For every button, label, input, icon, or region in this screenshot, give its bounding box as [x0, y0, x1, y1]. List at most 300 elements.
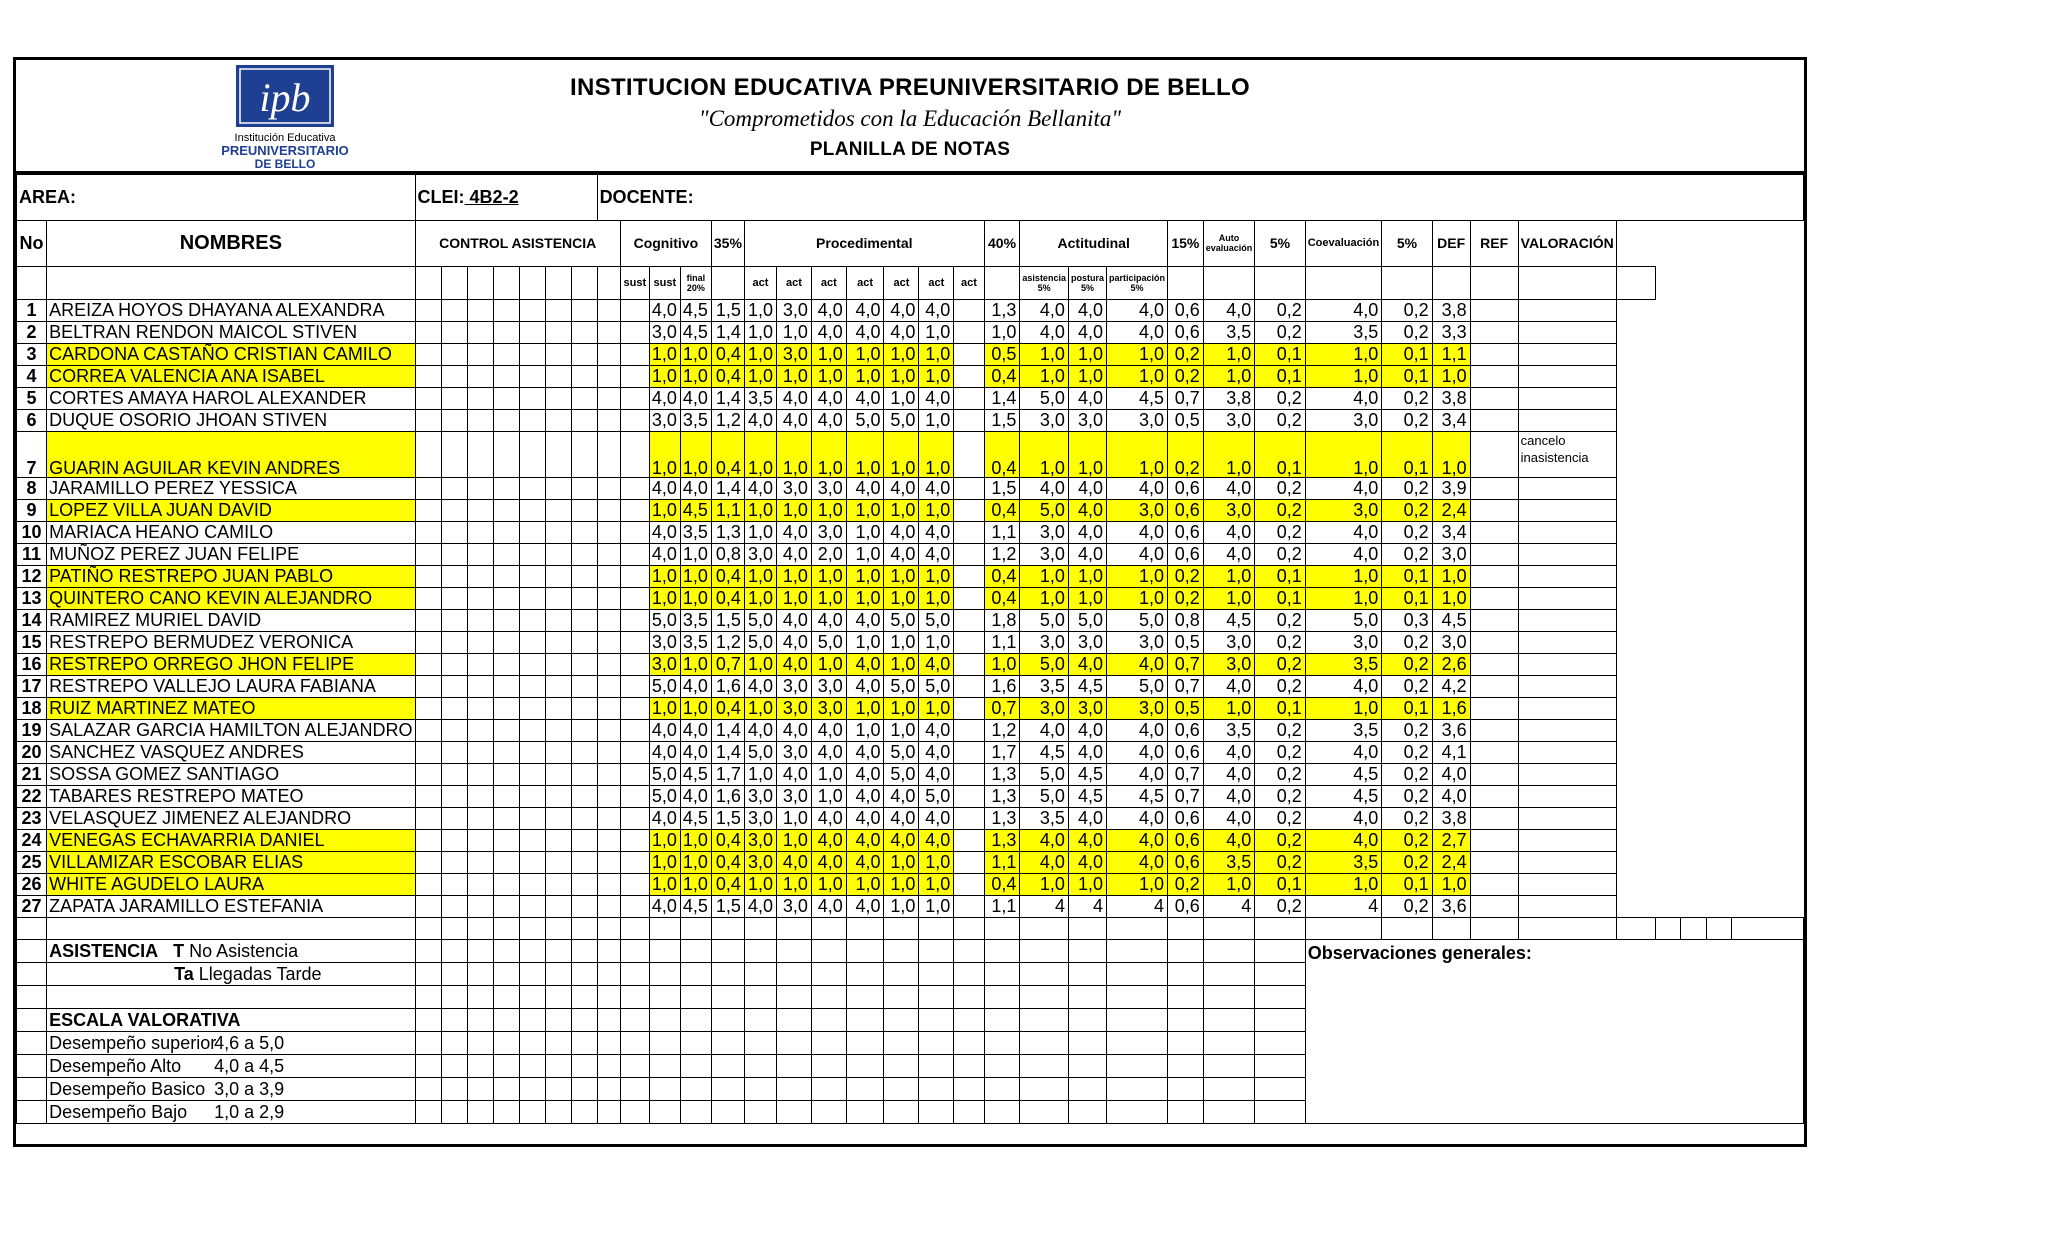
attendance-cell	[597, 763, 620, 785]
attendance-cell	[571, 719, 597, 741]
proc-act: 1,0	[811, 365, 846, 387]
student-no: 21	[17, 763, 47, 785]
footer-grid-cell	[744, 985, 776, 1008]
cog-35: 0,4	[711, 851, 744, 873]
attendance-cell	[467, 477, 493, 499]
footer-grid-cell	[415, 1077, 441, 1100]
valoracion-cell	[1518, 409, 1616, 431]
footer-grid-cell	[1068, 1008, 1106, 1031]
student-name: RUIZ MARTINEZ MATEO	[47, 697, 415, 719]
attendance-cell	[493, 807, 519, 829]
act-postura: 5,0	[1068, 609, 1106, 631]
proc-act: 1,0	[919, 851, 954, 873]
student-no: 13	[17, 587, 47, 609]
sheet-title: PLANILLA DE NOTAS	[809, 139, 1011, 160]
proc-act: 4,0	[744, 719, 776, 741]
blank	[649, 917, 680, 939]
proc-40: 1,3	[984, 299, 1020, 321]
proc-40: 1,5	[984, 409, 1020, 431]
proc-act: 4,0	[811, 609, 846, 631]
proc-act-blank	[954, 565, 984, 587]
attendance-cell	[545, 851, 571, 873]
autoevaluacion: 4,0	[1203, 543, 1255, 565]
footer-grid-cell	[493, 1054, 519, 1077]
proc-act: 4,0	[884, 807, 919, 829]
attendance-cell	[571, 763, 597, 785]
attendance-cell	[571, 895, 597, 917]
cog-35: 1,5	[711, 299, 744, 321]
attendance-cell	[467, 873, 493, 895]
def-grade: 4,0	[1432, 785, 1470, 807]
blank	[744, 917, 776, 939]
coevaluacion: 4	[1305, 895, 1382, 917]
ref-cell	[1470, 653, 1518, 675]
footer-grid-cell	[954, 1100, 984, 1123]
proc-act: 1,0	[884, 587, 919, 609]
act-asistencia: 3,0	[1020, 521, 1069, 543]
footer-grid-cell	[649, 962, 680, 985]
proc-act: 3,0	[777, 477, 812, 499]
cog-35: 1,1	[711, 499, 744, 521]
footer-grid-cell	[467, 962, 493, 985]
attendance-cell	[441, 543, 467, 565]
ref-cell	[1470, 697, 1518, 719]
sust-cell	[620, 321, 649, 343]
proc-act: 1,0	[884, 873, 919, 895]
proc-act: 4,0	[811, 829, 846, 851]
cog-sust: 5,0	[649, 763, 680, 785]
valoracion-cell	[1518, 477, 1616, 499]
cog-sust: 4,0	[649, 521, 680, 543]
act-postura: 4,0	[1068, 321, 1106, 343]
student-row	[17, 499, 1804, 521]
cog-35: 0,4	[711, 829, 744, 851]
clei-label: CLEI:	[417, 187, 465, 208]
coev-5: 0,1	[1382, 343, 1432, 365]
act-asistencia: 4,0	[1020, 299, 1069, 321]
blank	[884, 917, 919, 939]
attendance-cell	[415, 873, 441, 895]
blank	[571, 917, 597, 939]
proc-act: 4,0	[919, 543, 954, 565]
coev-5: 0,2	[1382, 675, 1432, 697]
attendance-cell	[519, 785, 545, 807]
coevaluacion: 3,5	[1305, 719, 1382, 741]
student-row	[17, 697, 1804, 719]
attendance-cell	[571, 431, 597, 477]
cog-sust: 1,0	[649, 587, 680, 609]
blank	[1255, 917, 1305, 939]
attendance-blank	[467, 266, 493, 299]
cog-sust: 5,0	[649, 785, 680, 807]
act-postura: 4,5	[1068, 785, 1106, 807]
proc-40: 1,3	[984, 785, 1020, 807]
student-no: 16	[17, 653, 47, 675]
act-participacion: 5,0	[1106, 609, 1167, 631]
student-row	[17, 565, 1804, 587]
footer-grid-cell	[811, 939, 846, 962]
act-participacion: 1,0	[1106, 565, 1167, 587]
act-asistencia: 3,5	[1020, 675, 1069, 697]
sust-cell	[620, 299, 649, 321]
student-name: CORREA VALENCIA ANA ISABEL	[47, 365, 415, 387]
cog-35: 1,6	[711, 785, 744, 807]
cog-35: 0,4	[711, 565, 744, 587]
proc-act: 4,0	[846, 675, 884, 697]
footer-grid-cell	[680, 962, 711, 985]
blank	[493, 917, 519, 939]
attendance-cell	[519, 431, 545, 477]
proc-act: 5,0	[884, 675, 919, 697]
cog-35: 0,4	[711, 343, 744, 365]
attendance-cell	[493, 499, 519, 521]
footer-grid-cell	[1068, 1100, 1106, 1123]
act-postura: 1,0	[1068, 565, 1106, 587]
footer-grid-cell	[846, 985, 884, 1008]
attendance-cell	[597, 675, 620, 697]
attendance-cell	[467, 631, 493, 653]
sust-cell	[620, 873, 649, 895]
autoevaluacion: 1,0	[1203, 873, 1255, 895]
attendance-cell	[597, 653, 620, 675]
ref-cell	[1470, 409, 1518, 431]
act-postura: 1,0	[1068, 431, 1106, 477]
proc-act: 4,0	[884, 477, 919, 499]
attendance-cell	[441, 895, 467, 917]
footer-grid-cell	[711, 1077, 744, 1100]
attendance-cell	[545, 343, 571, 365]
escala-level: Desempeño Alto	[49, 1055, 182, 1076]
sub-participacion: participación 5%	[1106, 266, 1167, 299]
attendance-cell	[571, 807, 597, 829]
footer-grid-cell	[954, 1031, 984, 1054]
proc-act: 4,0	[919, 807, 954, 829]
valoracion-cell: cancelo inasistencia	[1518, 431, 1616, 477]
footer-grid-cell	[545, 1100, 571, 1123]
autoevaluacion: 1,0	[1203, 431, 1255, 477]
footer-grid-cell	[680, 985, 711, 1008]
attendance-cell	[597, 521, 620, 543]
footer-grid-cell	[846, 1077, 884, 1100]
footer-grid-cell	[519, 1054, 545, 1077]
cog-35: 1,5	[711, 807, 744, 829]
proc-40: 0,7	[984, 697, 1020, 719]
escala-range: 3,0 a 3,9	[214, 1078, 285, 1099]
footer-grid-cell	[571, 1077, 597, 1100]
coevaluacion: 1,0	[1305, 697, 1382, 719]
proc-40: 0,4	[984, 565, 1020, 587]
escala-range: 4,0 a 4,5	[214, 1055, 285, 1076]
proc-act: 1,0	[919, 365, 954, 387]
proc-act: 4,0	[919, 477, 954, 499]
footer-grid-cell	[620, 1077, 649, 1100]
sust-cell	[620, 565, 649, 587]
student-no: 15	[17, 631, 47, 653]
footer-grid-cell	[1203, 1054, 1255, 1077]
auto-5: 0,1	[1255, 343, 1305, 365]
coevaluacion: 4,5	[1305, 763, 1382, 785]
proc-act: 4,0	[884, 543, 919, 565]
coev-5: 0,2	[1382, 521, 1432, 543]
cog-35: 1,5	[711, 609, 744, 631]
escala-level: Desempeño Bajo	[49, 1101, 188, 1122]
footer-grid-cell	[1020, 1077, 1069, 1100]
sust-cell	[620, 499, 649, 521]
proc-act: 1,0	[744, 431, 776, 477]
cog-final: 4,5	[680, 499, 711, 521]
attendance-cell	[571, 365, 597, 387]
proc-act: 1,0	[744, 873, 776, 895]
sust-cell	[620, 477, 649, 499]
student-no: 10	[17, 521, 47, 543]
attendance-cell	[545, 387, 571, 409]
act-participacion: 5,0	[1106, 675, 1167, 697]
act-postura: 4,0	[1068, 521, 1106, 543]
attendance-cell	[441, 697, 467, 719]
auto-5: 0,2	[1255, 631, 1305, 653]
sub-sust-2: sust	[649, 266, 680, 299]
cog-35: 0,4	[711, 697, 744, 719]
docente-label: DOCENTE:	[597, 174, 1803, 220]
act-asistencia: 5,0	[1020, 499, 1069, 521]
cog-final: 4,0	[680, 719, 711, 741]
footer-grid-cell	[649, 1100, 680, 1123]
attendance-cell	[467, 829, 493, 851]
proc-act: 1,0	[777, 587, 812, 609]
proc-act-blank	[954, 631, 984, 653]
footer-grid-cell	[519, 1077, 545, 1100]
student-name: RESTREPO VALLEJO LAURA FABIANA	[47, 675, 415, 697]
footer-grid-cell	[467, 939, 493, 962]
footer-grid-cell	[1203, 962, 1255, 985]
proc-act: 1,0	[919, 343, 954, 365]
footer-grid-cell	[649, 1008, 680, 1031]
act-asistencia: 4,0	[1020, 719, 1069, 741]
attendance-cell	[493, 587, 519, 609]
cog-35: 1,4	[711, 387, 744, 409]
ref-cell	[1470, 387, 1518, 409]
footer-grid-cell	[744, 1054, 776, 1077]
proc-act: 4,0	[846, 807, 884, 829]
act-postura: 4,0	[1068, 719, 1106, 741]
footer-grid-cell	[744, 1077, 776, 1100]
act-15: 0,6	[1167, 543, 1203, 565]
attendance-cell	[597, 565, 620, 587]
attendance-cell	[597, 719, 620, 741]
student-no: 7	[17, 431, 47, 477]
proc-act: 4,0	[884, 785, 919, 807]
footer-grid-cell	[415, 1031, 441, 1054]
footer-grid-cell	[415, 985, 441, 1008]
proc-act: 4,0	[919, 653, 954, 675]
act-asistencia: 1,0	[1020, 873, 1069, 895]
attendance-cell	[415, 763, 441, 785]
cog-final: 4,0	[680, 741, 711, 763]
act-postura: 4,0	[1068, 829, 1106, 851]
footer-grid-cell	[1167, 1054, 1203, 1077]
escala-level: Desempeño Basico	[49, 1078, 206, 1099]
ref-cell	[1470, 741, 1518, 763]
footer-grid-cell	[1167, 962, 1203, 985]
sheet-header	[16, 60, 1804, 173]
proc-act: 1,0	[744, 521, 776, 543]
proc-act: 4,0	[846, 387, 884, 409]
proc-40: 1,3	[984, 829, 1020, 851]
cog-35: 1,5	[711, 895, 744, 917]
proc-act: 1,0	[744, 499, 776, 521]
act-postura: 4,5	[1068, 763, 1106, 785]
attendance-cell	[597, 365, 620, 387]
ref-cell	[1470, 785, 1518, 807]
act-participacion: 4,0	[1106, 321, 1167, 343]
footer-grid-cell	[519, 985, 545, 1008]
proc-40: 0,4	[984, 365, 1020, 387]
coev-5: 0,2	[1382, 763, 1432, 785]
valoracion-cell	[1518, 697, 1616, 719]
footer-grid-cell	[415, 939, 441, 962]
coevaluacion: 1,0	[1305, 365, 1382, 387]
t-code: T	[173, 940, 185, 961]
attendance-blank	[571, 266, 597, 299]
blank	[620, 917, 649, 939]
proc-act: 1,0	[744, 343, 776, 365]
sust-cell	[620, 807, 649, 829]
act-15: 0,2	[1167, 587, 1203, 609]
attendance-cell	[493, 829, 519, 851]
act-asistencia: 4,0	[1020, 829, 1069, 851]
attendance-cell	[545, 477, 571, 499]
footer-grid-cell	[620, 1054, 649, 1077]
proc-act: 4,0	[919, 829, 954, 851]
act-asistencia: 1,0	[1020, 565, 1069, 587]
proc-act: 4,0	[777, 609, 812, 631]
footer-grid-cell	[984, 1031, 1020, 1054]
proc-act: 4,0	[811, 299, 846, 321]
escala-label	[47, 1008, 415, 1031]
act-15: 0,7	[1167, 675, 1203, 697]
coevaluacion: 4,5	[1305, 785, 1382, 807]
footer-grid-cell	[1255, 1054, 1305, 1077]
attendance-cell	[441, 609, 467, 631]
coev-5: 0,2	[1382, 851, 1432, 873]
ref-cell	[1470, 321, 1518, 343]
student-no: 26	[17, 873, 47, 895]
footer-grid-cell	[984, 962, 1020, 985]
footer-grid-cell	[884, 985, 919, 1008]
act-postura: 4,0	[1068, 299, 1106, 321]
coevaluacion: 4,0	[1305, 477, 1382, 499]
proc-act: 4,0	[811, 851, 846, 873]
cog-sust: 4,0	[649, 387, 680, 409]
blank	[811, 917, 846, 939]
act-asistencia: 4,0	[1020, 477, 1069, 499]
cog-35: 1,4	[711, 719, 744, 741]
attendance-cell	[519, 719, 545, 741]
footer-grid-cell	[467, 1077, 493, 1100]
attendance-cell	[545, 807, 571, 829]
student-row	[17, 873, 1804, 895]
attendance-cell	[493, 565, 519, 587]
proc-act-blank	[954, 609, 984, 631]
footer-grid-cell	[711, 1031, 744, 1054]
student-no: 8	[17, 477, 47, 499]
act-participacion: 4,0	[1106, 851, 1167, 873]
act-15: 0,6	[1167, 321, 1203, 343]
footer-grid-cell	[493, 1031, 519, 1054]
proc-40: 1,1	[984, 895, 1020, 917]
student-no: 4	[17, 365, 47, 387]
proc-40: 1,8	[984, 609, 1020, 631]
blank	[711, 917, 744, 939]
blank	[17, 266, 47, 299]
attendance-cell	[415, 521, 441, 543]
footer-grid-cell	[1106, 1008, 1167, 1031]
attendance-cell	[467, 763, 493, 785]
auto-5: 0,2	[1255, 807, 1305, 829]
proc-act-blank	[954, 477, 984, 499]
attendance-cell	[545, 741, 571, 763]
blank	[1432, 266, 1470, 299]
attendance-cell	[597, 741, 620, 763]
valoracion-cell	[1518, 719, 1616, 741]
blank	[597, 917, 620, 939]
attendance-cell	[545, 321, 571, 343]
ref-cell	[1470, 543, 1518, 565]
proc-act: 1,0	[777, 365, 812, 387]
auto-5: 0,2	[1255, 543, 1305, 565]
logo-line-2: PREUNIVERSITARIO	[221, 143, 349, 158]
footer-grid-cell	[1068, 1077, 1106, 1100]
attendance-cell	[545, 653, 571, 675]
sub-sust-1: sust	[620, 266, 649, 299]
proc-act-blank	[954, 365, 984, 387]
attendance-cell	[545, 631, 571, 653]
cog-final: 1,0	[680, 873, 711, 895]
attendance-cell	[493, 609, 519, 631]
attendance-cell	[467, 653, 493, 675]
def-grade: 4,2	[1432, 675, 1470, 697]
def-grade: 3,9	[1432, 477, 1470, 499]
attendance-cell	[493, 431, 519, 477]
attendance-cell	[493, 785, 519, 807]
footer-grid-cell	[493, 939, 519, 962]
attendance-cell	[519, 609, 545, 631]
attendance-cell	[441, 719, 467, 741]
act-15: 0,7	[1167, 763, 1203, 785]
footer-grid-cell	[777, 1077, 812, 1100]
def-grade: 1,0	[1432, 565, 1470, 587]
footer-grid-cell	[597, 1077, 620, 1100]
coevaluacion: 4,0	[1305, 807, 1382, 829]
coev-5: 0,1	[1382, 431, 1432, 477]
student-no: 3	[17, 343, 47, 365]
act-15: 0,2	[1167, 431, 1203, 477]
footer-grid-cell	[1167, 939, 1203, 962]
auto-5: 0,1	[1255, 873, 1305, 895]
footer-grid-cell	[884, 1100, 919, 1123]
attendance-cell	[415, 343, 441, 365]
cog-35: 0,7	[711, 653, 744, 675]
footer-grid-cell	[1068, 985, 1106, 1008]
blank	[777, 917, 812, 939]
attendance-cell	[467, 543, 493, 565]
attendance-cell	[545, 895, 571, 917]
act-asistencia: 5,0	[1020, 763, 1069, 785]
blank	[984, 266, 1020, 299]
act-asistencia: 5,0	[1020, 785, 1069, 807]
attendance-cell	[519, 873, 545, 895]
proc-act: 5,0	[884, 763, 919, 785]
